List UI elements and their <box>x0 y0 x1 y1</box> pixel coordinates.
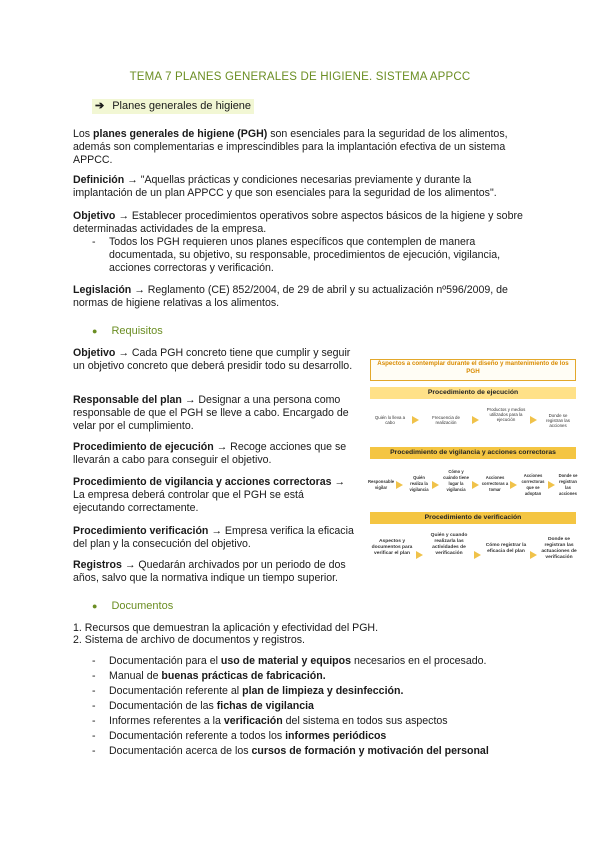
intro-paragraph: Los planes generales de higiene (PGH) son esenciales para la seguridad de los alimentos, además son complementarias e imprescindibles para la implantación efectiva de un sistema APPCC. <box>73 128 508 166</box>
diagram-step: Quién realiza la vigilancia <box>409 475 429 492</box>
section-heading-pgh: ➔ Planes generales de higiene <box>92 99 254 114</box>
objective-subitem: - Todos los PGH requieren unos planes específicos que contemplen de manera documentada, su objetivo, su responsable, procedimientos de ejecución, vigilancia, acciones correctoras y verificación. <box>92 236 501 274</box>
diagram-step: Donde se registran las acciones <box>546 413 570 429</box>
diagram-bar-ejecucion: Procedimiento de ejecución <box>370 387 576 399</box>
arrow-right-icon <box>432 481 439 489</box>
diagram-step: Responsable vigilar <box>368 479 395 490</box>
list-item: - Documentación de las fichas de vigilancia <box>92 700 314 712</box>
arrow-right-icon <box>472 416 479 424</box>
page-title: TEMA 7 PLANES GENERALES DE HIGIENE. SISTEMA APPCC <box>129 71 471 83</box>
diagram-step: Acciones correctoras que se adoptan <box>521 473 545 496</box>
diagram-step: Quién y cuando realizarla las actividades de verificación <box>430 533 468 556</box>
requisito-item: Objetivo → Cada PGH concreto tiene que cumplir y seguir un objetivo concreto que deberá presidir todo su desarrollo. <box>73 347 353 372</box>
diagram-step: Acciones correctoras a tomar <box>481 475 509 492</box>
requisito-item: Registros → Quedarán archivados por un periodo de dos años, salvo que la normativa indique un tiempo superior. <box>73 559 346 584</box>
documentos-list <box>92 655 532 760</box>
arrow-right-icon <box>416 551 423 559</box>
arrow-right-icon <box>530 416 537 424</box>
arrow-icon: ➔ <box>95 100 105 112</box>
arrow-right-icon <box>510 481 517 489</box>
diagram-step: Cómo y cuándo tiene lugar la vigilancia <box>443 469 469 492</box>
diagram-step: Frecuencia de realización <box>432 415 460 426</box>
section-heading-documentos: ● Documentos <box>92 600 174 612</box>
arrow-right-icon <box>472 481 479 489</box>
legislation-paragraph: Legislación → Reglamento (CE) 852/2004, de 29 de abril y su actualización nº596/2009, de normas de higiene relativas a los alimentos. <box>73 284 508 309</box>
diagram-step: Quién lo lleva a cabo <box>374 415 406 426</box>
diagram-bar-vigilancia: Procedimiento de vigilancia y acciones correctoras <box>370 447 576 459</box>
diagram-step: Cómo registrar la eficacia del plan <box>485 543 527 554</box>
diagram-header: Aspectos a contemplar durante el diseño y mantenimiento de los PGH <box>370 359 576 381</box>
diagram-step: Donde se registran las acciones <box>558 473 578 496</box>
arrow-right-icon <box>412 416 419 424</box>
pgh-aspects-diagram <box>368 359 578 599</box>
list-item: - Manual de buenas prácticas de fabricación. <box>92 670 326 682</box>
requisito-item: Responsable del plan → Designar a una persona como responsable de que el PGH se lleve a cabo. Encargado de velar por el cumplimiento. <box>73 394 349 432</box>
objective-paragraph: Objetivo → Establecer procedimientos operativos sobre aspectos básicos de la higiene y sobre determinadas actividades de la empresa. <box>73 210 523 235</box>
list-item: - Documentación para el uso de material y equipos necesarios en el procesado. <box>92 655 487 667</box>
requisito-item: Procedimiento de vigilancia y acciones correctoras → La empresa deberá controlar que el PGH se está ejecutando correctamente. <box>73 476 346 514</box>
numbered-item: 1. Recursos que demuestran la aplicación y efectividad del PGH. <box>73 622 379 634</box>
section-heading-requisitos: ● Requisitos <box>92 325 163 337</box>
arrow-right-icon <box>530 551 537 559</box>
numbered-item: 2. Sistema de archivo de documentos y registros. <box>73 634 305 646</box>
diagram-step: Productos y medios utilizados para la ejecución <box>486 407 526 423</box>
definition-paragraph: Definición → "Aquellas prácticas y condiciones necesarias previamente y durante la implantación de un plan APPCC y que son esenciales para la seguridad de los alimentos". <box>73 174 497 199</box>
diagram-step: Aspectos y documentos para verificar el plan <box>371 539 413 556</box>
arrow-right-icon <box>548 481 555 489</box>
list-item: - Informes referentes a la verificación del sistema en todos sus aspectos <box>92 715 448 727</box>
list-item: - Documentación referente al plan de limpieza y desinfección. <box>92 685 404 697</box>
requisito-item: Procedimiento verificación → Empresa verifica la eficacia del plan y la consecución del objetivo. <box>73 525 354 550</box>
arrow-right-icon <box>396 481 403 489</box>
list-item: - Documentación acerca de los cursos de formación y motivación del personal <box>92 745 489 757</box>
arrow-right-icon <box>474 551 481 559</box>
list-item: - Documentación referente a todos los informes periódicos <box>92 730 387 742</box>
diagram-bar-verificacion: Procedimiento de verificación <box>370 512 576 524</box>
diagram-step: Donde se registran las actuaciones de verificación <box>541 537 577 560</box>
requisito-item: Procedimiento de ejecución → Recoge acciones que se llevarán a cabo para conseguir el objetivo. <box>73 441 347 466</box>
